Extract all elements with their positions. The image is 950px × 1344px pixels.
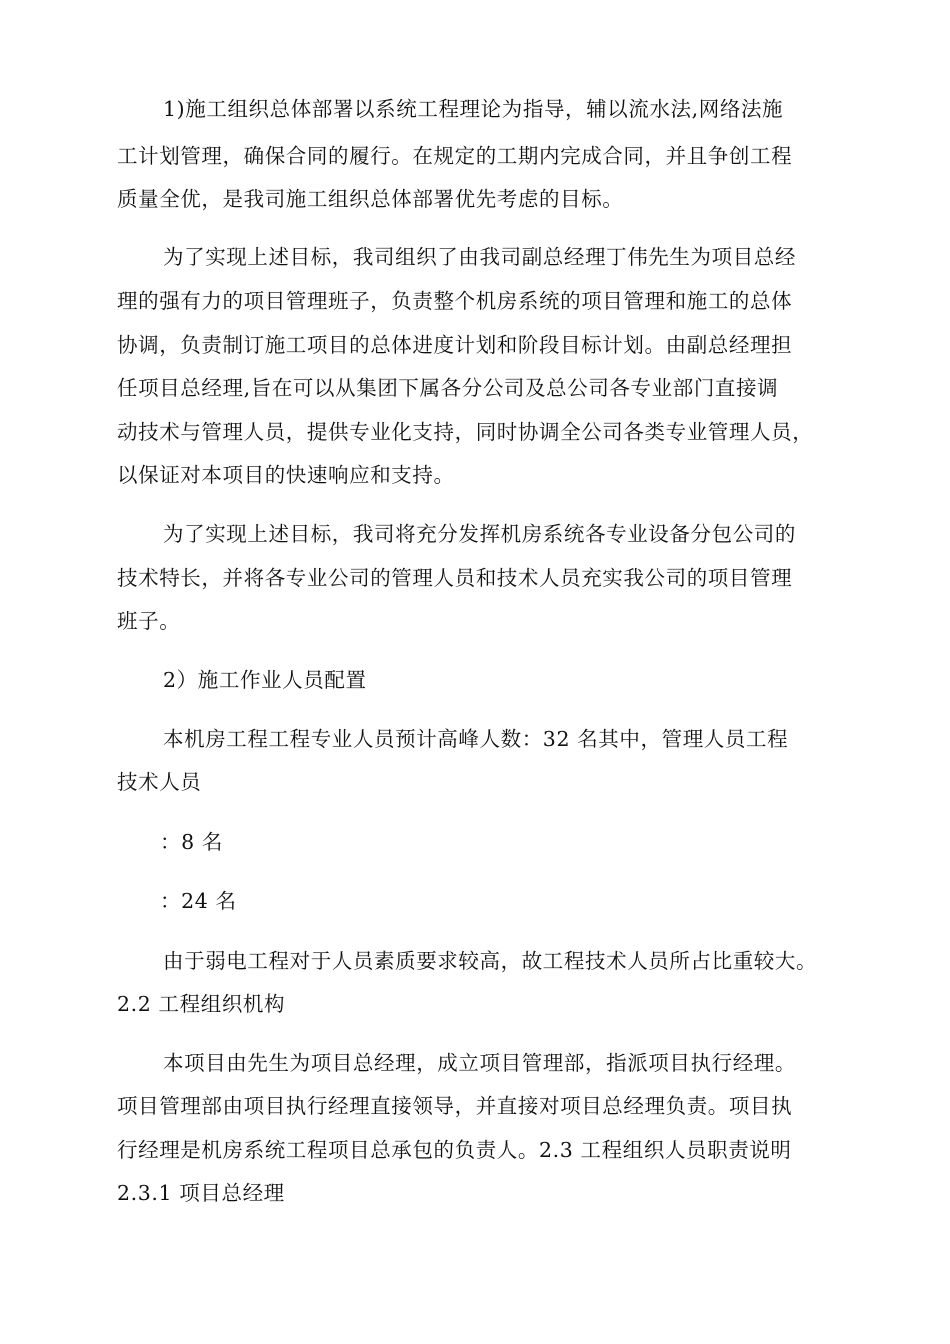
text-line: 动技术与管理人员，提供专业化支持，同时协调全公司各类专业管理人员， xyxy=(117,420,814,444)
text-line: 技术人员 xyxy=(117,770,202,794)
section-heading: 2.3.1 项目总经理 xyxy=(117,1181,285,1205)
text-line: 为了实现上述目标，我司将充分发挥机房系统各专业设备分包公司的 xyxy=(163,522,796,546)
text-line: 为了实现上述目标，我司组织了由我司副总经理丁伟先生为项目总经 xyxy=(163,245,796,269)
text-line: 本机房工程工程专业人员预计高峰人数：32 名其中，管理人员工程 xyxy=(163,727,789,751)
text-line: 质量全优，是我司施工组织总体部署优先考虑的目标。 xyxy=(117,187,624,211)
text-line: 技术特长，并将各专业公司的管理人员和技术人员充实我公司的项目管理 xyxy=(117,566,793,590)
section-heading: 2）施工作业人员配置 xyxy=(163,668,367,692)
text-line: 项目管理部由项目执行经理直接领导，并直接对项目总经理负责。项目执 xyxy=(117,1094,793,1118)
text-line: 由于弱电工程对于人员素质要求较高，故工程技术人员所占比重较大。 xyxy=(163,949,818,973)
text-line: 班子。 xyxy=(117,609,181,633)
text-line: 协调，负责制订施工项目的总体进度计划和阶段目标计划。由副总经理担 xyxy=(117,333,793,357)
text-line: 以保证对本项目的快速响应和支持。 xyxy=(117,463,455,487)
text-line: ：8 名 xyxy=(160,830,223,854)
text-line: 行经理是机房系统工程项目总承包的负责人。2.3 工程组织人员职责说明 xyxy=(117,1138,792,1162)
text-line: 任项目总经理,旨在可以从集团下属各分公司及总公司各专业部门直接调 xyxy=(117,376,779,400)
text-line: 本项目由先生为项目总经理，成立项目管理部，指派项目执行经理。 xyxy=(163,1051,796,1075)
section-heading: 2.2 工程组织机构 xyxy=(117,992,286,1016)
text-line: 工计划管理，确保合同的履行。在规定的工期内完成合同，并且争创工程 xyxy=(117,144,793,168)
text-line: ：24 名 xyxy=(160,889,237,913)
text-line: 1)施工组织总体部署以系统工程理论为指导，辅以流水法,网络法施 xyxy=(163,97,784,121)
text-line: 理的强有力的项目管理班子，负责整个机房系统的项目管理和施工的总体 xyxy=(117,289,793,313)
